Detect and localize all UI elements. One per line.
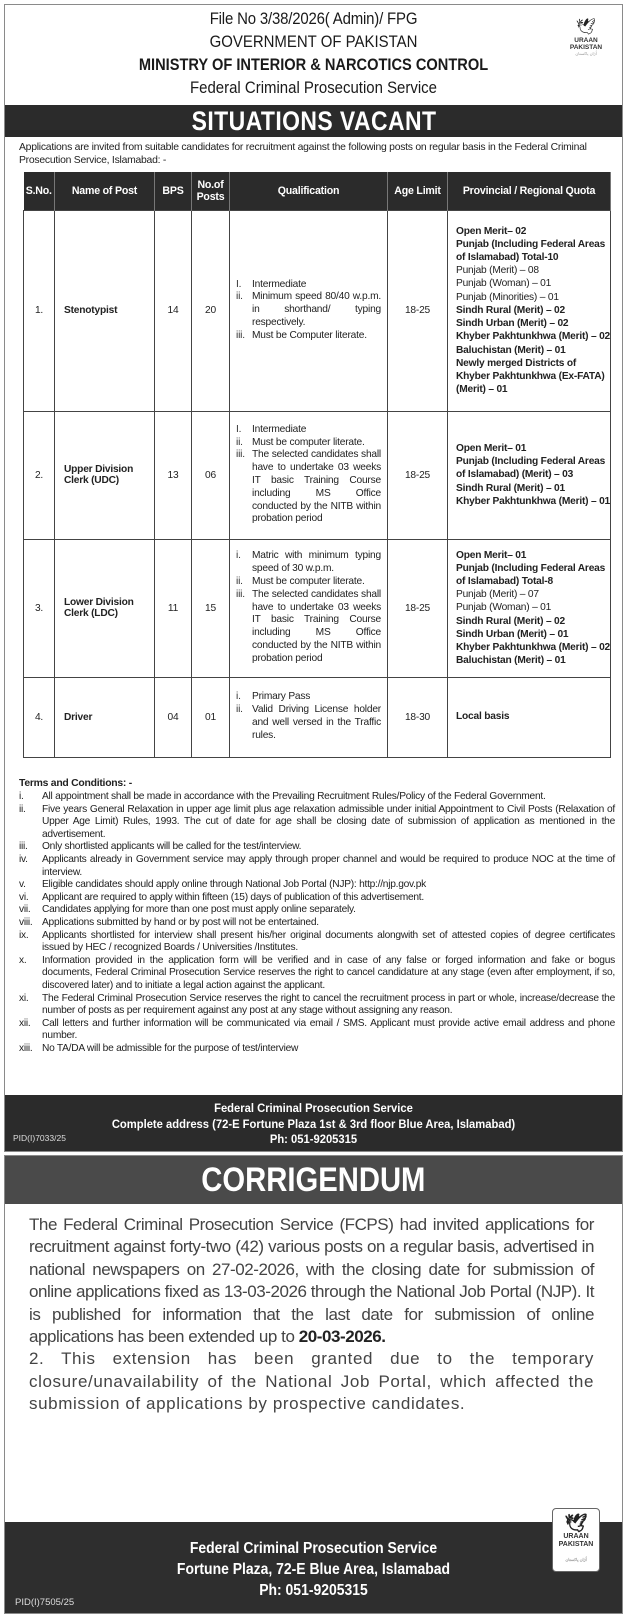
col-header-bps: BPS <box>155 172 192 210</box>
qualification-text: Must be Computer literate. <box>252 329 367 341</box>
logo2-tagline: اُڑان پاکستان <box>565 1557 587 1562</box>
terms-item <box>19 791 615 804</box>
qualification-number: ii. <box>236 436 243 448</box>
cell-age-limit: 18-30 <box>388 677 448 757</box>
cell-bps: 14 <box>155 210 192 411</box>
cell-post-name: Lower Division Clerk (LDC) <box>55 539 155 677</box>
table-row <box>24 411 611 539</box>
logo-text-1: URAAN <box>574 37 598 44</box>
uraan-bird-icon: 🕊︎ <box>575 19 597 36</box>
quota-line: Punjab (Merit) – 08 <box>456 265 539 277</box>
cell-bps: 11 <box>155 539 192 677</box>
qualification-item <box>236 589 381 666</box>
situations-vacant-banner <box>5 105 622 137</box>
qualification-number: I. <box>236 278 242 290</box>
terms-item-number: xii. <box>19 1017 31 1029</box>
terms-item-number: xi. <box>19 992 29 1004</box>
quota-line: Punjab (Woman) – 01 <box>456 602 552 614</box>
terms-item <box>19 1043 615 1056</box>
corrigendum-paragraph-2: 2. This extension has been granted due to the temporary closure/unavailability of the National Job Portal, which affected the submission of applications by prospective candidates. <box>29 1349 594 1414</box>
qualification-number: i. <box>236 691 241 703</box>
cell-posts: 15 <box>192 539 230 677</box>
cell-age-limit: 18-25 <box>388 539 448 677</box>
quota-line: Khyber Pakhtunkhwa (Merit) – 02 <box>456 331 611 343</box>
cell-sno: 4. <box>24 677 55 757</box>
col-header-quota: Provincial / Regional Quota <box>448 172 611 210</box>
logo-text-2: PAKISTAN <box>569 44 603 51</box>
qualification-text: Intermediate <box>252 278 307 290</box>
department-name: Federal Criminal Prosecution Service <box>190 78 437 97</box>
cell-bps: 13 <box>155 411 192 539</box>
terms-item-number: ii. <box>19 803 26 815</box>
footer-address: Complete address (72-E Fortune Plaza 1st & 3rd floor Blue Area, Islamabad) <box>111 1116 516 1131</box>
terms-item-text: Applicants already in Government service may apply through proper channel and would be required to produce NOC at the time of interview. <box>42 853 615 878</box>
qualification-item <box>236 330 381 343</box>
table-row <box>24 210 611 411</box>
qualification-text: Must be computer literate. <box>252 576 365 587</box>
terms-item-text: Five years General Relaxation in upper age limit plus age relaxation admissible under initial Appointment to Civil Posts (Relaxation of Upper Age Limit) Rules, 1993. The cut of date for age shall be closing date of submission of application as mentioned in the advertisement. <box>42 803 615 840</box>
quota-line: Punjab (Including Federal Areas of Islamabad) Total-10 <box>456 238 606 264</box>
cell-age-limit: 18-25 <box>388 411 448 539</box>
footer-org: Federal Criminal Prosecution Service <box>214 1101 413 1115</box>
terms-item <box>19 1018 615 1043</box>
qualification-number: iii. <box>236 588 245 600</box>
qualification-number: iii. <box>236 449 245 461</box>
corrigendum-title: CORRIGENDUM <box>201 1161 426 1199</box>
intro-text: Applications are invited from suitable candidates for recruitment against the following posts on regular basis in the Federal Criminal Prosecution Service, Islamabad: - <box>19 142 587 166</box>
terms-item-text: Applicant are required to apply within fifteen (15) days of publication of this advertisement. <box>42 891 424 903</box>
qualification-text: Matric with minimum typing speed of 30 w.p.m. <box>252 550 381 575</box>
terms-item-number: vi. <box>19 891 29 903</box>
cell-quota <box>448 677 611 757</box>
qualification-item <box>236 291 381 329</box>
col-header-qualification: Qualification <box>230 172 388 210</box>
cell-quota <box>448 539 611 677</box>
terms-item-number: x. <box>19 954 27 966</box>
logo2-text-1: URAAN <box>563 1533 589 1540</box>
terms-item-number: viii. <box>19 916 33 928</box>
qualification-item <box>236 279 381 292</box>
terms-item-text: Information provided in the application form will be verified and in case of any false or forged information and fake or bogus documents, Federal Criminal Prosecution Service reserves the right to cancel candidature at any stage (even after employment, if so, discovered later) and to initiate a legal action against the applicant. <box>42 954 615 991</box>
terms-item-text: Only shortlisted applicants will be called for the test/interview. <box>42 841 302 853</box>
qualification-list <box>236 550 381 665</box>
corrigendum-body <box>5 1204 622 1416</box>
quota-line: Baluchistan (Merit) – 01 <box>456 344 566 356</box>
cell-sno: 3. <box>24 539 55 677</box>
qualification-list <box>236 279 381 343</box>
qualification-text: The selected candidates shall have to undertake 03 weeks IT basic Training Course including MS Office conducted by the NITB within probation period <box>252 449 381 525</box>
quota-line: Local basis <box>456 711 510 723</box>
government-name: GOVERNMENT OF PAKISTAN <box>209 32 418 51</box>
vacancy-table <box>23 172 611 758</box>
terms-item-text: Applications submitted by hand or by post will not be entertained. <box>42 916 319 928</box>
col-header-age: Age Limit <box>388 172 448 210</box>
col-header-post: Name of Post <box>55 172 155 210</box>
qualification-item <box>236 704 381 742</box>
corrigendum-banner <box>5 1156 622 1204</box>
terms-item <box>19 930 615 955</box>
footer-phone: Ph: 051-9205315 <box>269 1132 358 1146</box>
quota-line: Sindh Rural (Merit) – 01 <box>456 482 565 494</box>
qualification-number: iii. <box>236 329 245 341</box>
col-header-sno: S.No. <box>24 172 55 210</box>
ministry-name: MINISTRY OF INTERIOR & NARCOTICS CONTROL <box>138 55 489 74</box>
footer2-phone: Ph: 051-9205315 <box>259 1582 368 1599</box>
cell-bps: 04 <box>155 677 192 757</box>
qualification-item <box>236 576 381 589</box>
quota-line: Sindh Rural (Merit) – 02 <box>456 615 565 627</box>
quota-line: Open Merit– 01 <box>456 549 527 561</box>
terms-item-number: i. <box>19 791 24 802</box>
cell-qualification <box>230 210 388 411</box>
extended-date: 20-03-2026. <box>298 1327 386 1347</box>
cell-age-limit: 18-25 <box>388 210 448 411</box>
banner-title: SITUATIONS VACANT <box>191 106 436 136</box>
quota-line: Open Merit– 02 <box>456 225 527 237</box>
terms-item-text: All appointment shall be made in accordance with the Prevailing Recruitment Rules/Policy of the Federal Government. <box>42 791 546 802</box>
corrigendum-ad <box>4 1155 623 1614</box>
quota-line: Sindh Urban (Merit) – 01 <box>456 628 569 640</box>
cell-posts: 06 <box>192 411 230 539</box>
terms-and-conditions <box>19 777 615 1055</box>
qualification-number: ii. <box>236 576 243 587</box>
para1-text: The Federal Criminal Prosecution Service (FCPS) had invited applications for recruitment against forty-two (42) various posts on a regular basis, advertised in national newspapers on 27-02-2026, with the closing date for submission of online applications fixed as 13-03-2026 through the National Job Portal (NJP). It is published for information that the last date for submission of online applications has been extended up to <box>29 1215 594 1347</box>
qualification-list <box>236 424 381 526</box>
qualification-item <box>236 437 381 450</box>
terms-list <box>19 791 615 1055</box>
cell-post-name: Driver <box>55 677 155 757</box>
qualification-list <box>236 691 381 742</box>
terms-item-number: vii. <box>19 904 31 916</box>
quota-line: Khyber Pakhtunkhwa (Merit) – 02 <box>456 642 611 653</box>
terms-item <box>19 993 615 1018</box>
cell-posts: 01 <box>192 677 230 757</box>
qualification-item <box>236 550 381 576</box>
cell-qualification <box>230 539 388 677</box>
cell-quota <box>448 411 611 539</box>
quota-line: Sindh Urban (Merit) – 02 <box>456 318 569 330</box>
cell-sno: 2. <box>24 411 55 539</box>
terms-item-number: v. <box>19 879 26 891</box>
terms-item-number: xiii. <box>19 1042 33 1054</box>
corrigendum-paragraph-1 <box>29 1214 594 1348</box>
table-row <box>24 539 611 677</box>
pid-number: PID(I)7033/25 <box>13 1133 66 1143</box>
terms-title: Terms and Conditions: - <box>19 778 132 789</box>
terms-item-text: The Federal Criminal Prosecution Service reserves the right to cancel the recruitment process in part or whole, increase/decrease the number of posts as per requirement against any post at any stage without assigning any reason. <box>42 992 615 1017</box>
cell-post-name: Stenotypist <box>55 210 155 411</box>
terms-item-number: iii. <box>19 841 28 853</box>
ad-header <box>5 5 622 105</box>
quota-line: Punjab (Minorities) – 01 <box>456 291 559 303</box>
pid2-number: PID(I)7505/25 <box>15 1597 75 1608</box>
cell-qualification <box>230 677 388 757</box>
qualification-item <box>236 449 381 526</box>
qualification-text: Must be computer literate. <box>252 436 365 448</box>
situations-vacant-ad <box>4 4 623 1152</box>
uraan-bird-icon: 🕊︎ <box>564 1513 588 1533</box>
qualification-number: ii. <box>236 704 243 716</box>
footer2-org: Federal Criminal Prosecution Service <box>189 1540 438 1557</box>
quota-line: Punjab (Merit) – 07 <box>456 589 539 601</box>
quota-line: Punjab (Including Federal Areas of Islamabad) Total-8 <box>456 562 606 587</box>
footer2-address: Fortune Plaza, 72-E Blue Area, Islamabad <box>176 1561 451 1578</box>
qualification-text: Intermediate <box>252 423 307 435</box>
cell-quota <box>448 210 611 411</box>
qualification-text: Primary Pass <box>252 691 311 703</box>
corrigendum-footer <box>5 1513 622 1613</box>
quota-line: Punjab (Including Federal Areas of Islamabad) (Merit) – 03 <box>456 456 606 481</box>
qualification-item <box>236 424 381 437</box>
qualification-text: The selected candidates shall have to undertake 03 weeks IT basic Training Course including MS Office conducted by the NITB within probation period <box>252 588 381 664</box>
terms-item-text: Applicants shortlisted for interview shall present his/her original documents alongwith set of attested copies of degree certificates issued by HEC / recognized Boards / Universities /Institutes. <box>42 929 615 954</box>
quota-line: Punjab (Woman) – 01 <box>456 278 552 290</box>
terms-item <box>19 904 615 917</box>
qualification-number: ii. <box>236 291 243 303</box>
terms-item <box>19 854 615 879</box>
terms-item <box>19 955 615 993</box>
uraan-pakistan-logo-2 <box>552 1508 600 1572</box>
quota-line: Khyber Pakhtunkhwa (Merit) – 01 <box>456 495 611 507</box>
vacancy-footer <box>5 1095 622 1151</box>
terms-item-text: Candidates applying for more than one post must apply online separately. <box>42 904 356 916</box>
cell-posts: 20 <box>192 210 230 411</box>
quota-line: Baluchistan (Merit) – 01 <box>456 655 566 667</box>
col-header-posts: No.of Posts <box>192 172 230 210</box>
terms-item <box>19 892 615 905</box>
table-header-row <box>24 172 611 210</box>
quota-line: Sindh Rural (Merit) – 02 <box>456 304 565 316</box>
terms-item-text: Eligible candidates should apply online through National Job Portal (NJP): http://njp.gov.pk <box>42 879 426 891</box>
qualification-text: Minimum speed 80/40 w.p.m. in shorthand/ typing respectively. <box>252 291 381 328</box>
terms-item-text: No TA/DA will be admissible for the purpose of test/interview <box>42 1042 299 1054</box>
terms-item-text: Call letters and further information will be communicated via email / SMS. Applicant must provide active email address and phone number. <box>42 1017 615 1042</box>
qualification-text: Valid Driving License holder and well versed in the Traffic rules. <box>252 704 381 741</box>
uraan-pakistan-logo <box>564 19 608 65</box>
cell-post-name: Upper Division Clerk (UDC) <box>55 411 155 539</box>
logo-tagline: اُڑان پاکستان <box>575 51 597 56</box>
file-number: File No 3/38/2026( Admin)/ FPG <box>209 9 418 28</box>
cell-qualification <box>230 411 388 539</box>
terms-item <box>19 917 615 930</box>
qualification-item <box>236 691 381 704</box>
table-row <box>24 677 611 757</box>
logo2-text-2: PAKISTAN <box>558 1541 594 1548</box>
vacancy-table-body <box>24 210 611 757</box>
quota-line: Open Merit– 01 <box>456 442 527 454</box>
qualification-number: I. <box>236 423 242 435</box>
qualification-number: i. <box>236 550 241 562</box>
terms-item <box>19 879 615 892</box>
cell-sno: 1. <box>24 210 55 411</box>
terms-item-number: ix. <box>19 929 29 941</box>
terms-item <box>19 841 615 854</box>
terms-item <box>19 804 615 842</box>
quota-line: Newly merged Districts of Khyber Pakhtunkhwa (Ex-FATA) (Merit) – 01 <box>456 357 605 396</box>
terms-item-number: iv. <box>19 853 28 865</box>
